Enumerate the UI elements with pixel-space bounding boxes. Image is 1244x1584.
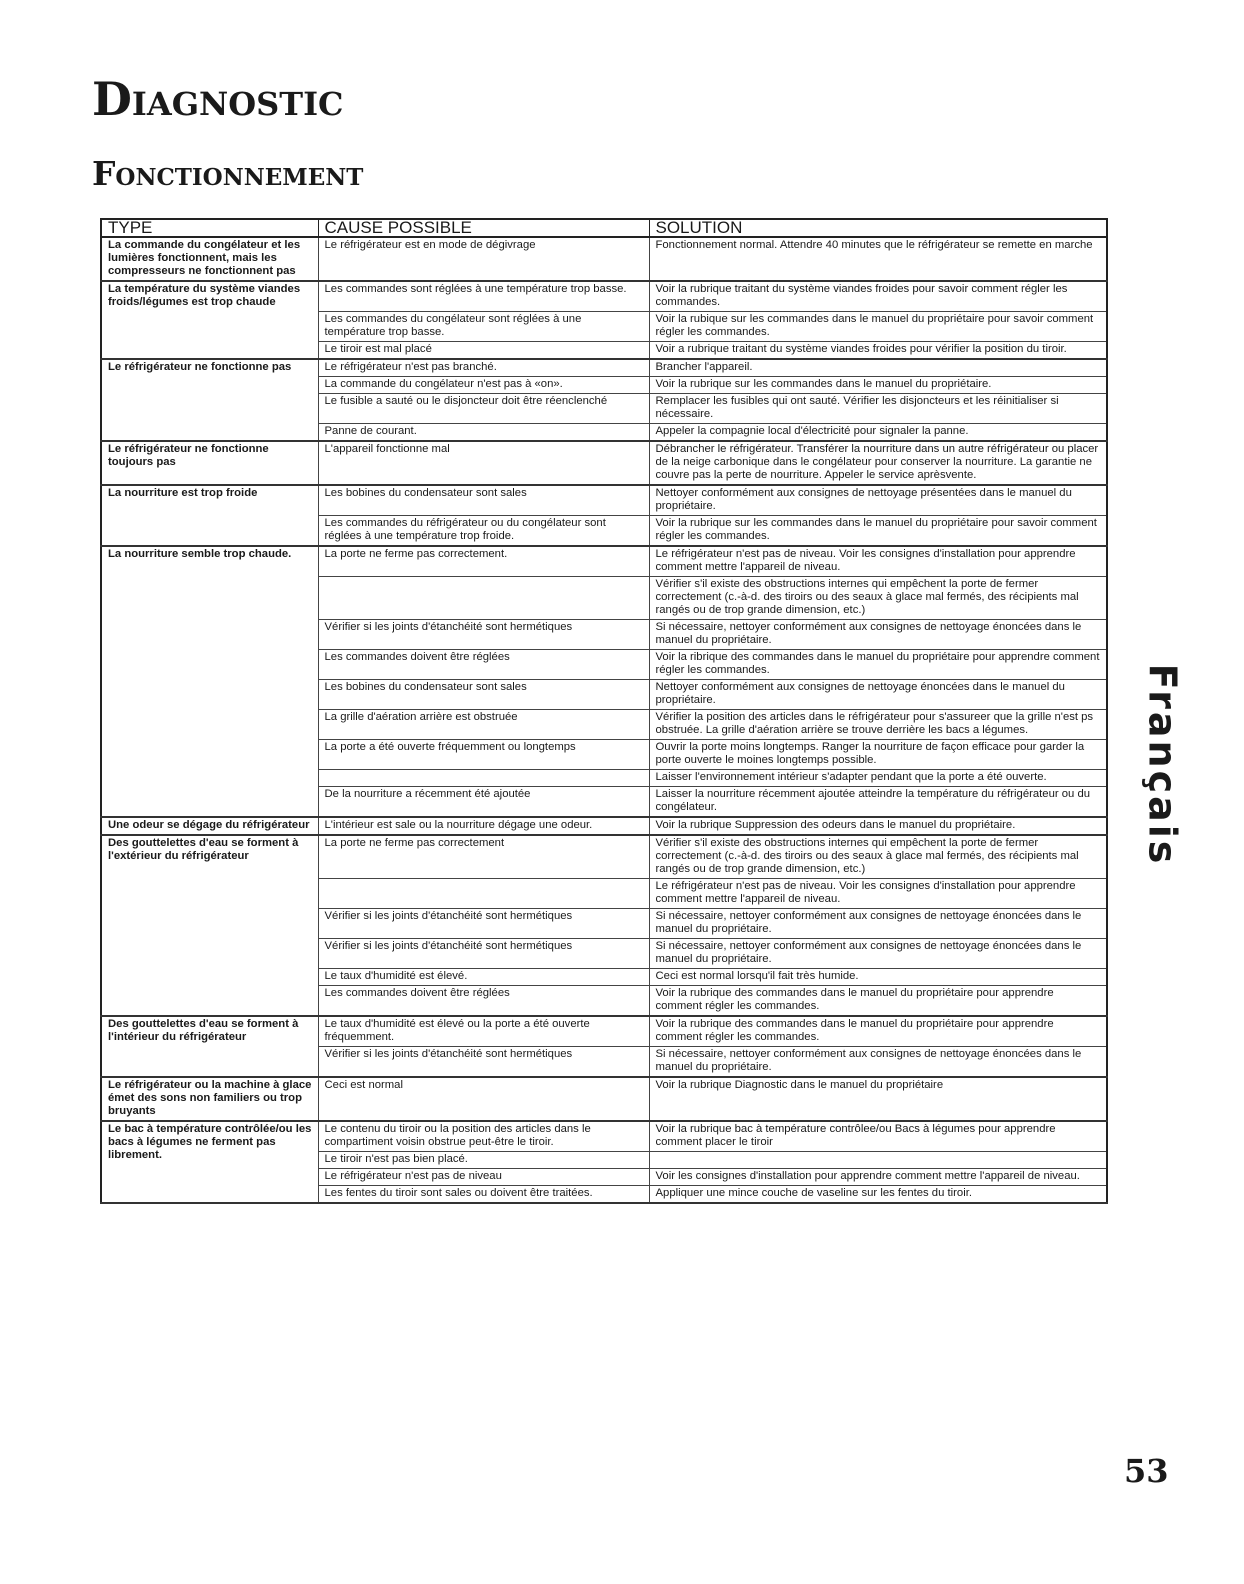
diagnostic-table	[100, 218, 1108, 1204]
solution-cell: Voir la rubrique bac à température contrôlee/ou Bacs à légumes pour apprendre comment placer le tiroir	[649, 1121, 1107, 1152]
possible-cause-cell: Le fusible a sauté ou le disjoncteur doit être réenclenché	[318, 394, 649, 424]
solution-cell: Si nécessaire, nettoyer conformément aux consignes de nettoyage énoncées dans le manuel du propriétaire.	[649, 1047, 1107, 1078]
solution-cell: Voir la rubrique Suppression des odeurs dans le manuel du propriétaire.	[649, 817, 1107, 835]
solution-cell: Si nécessaire, nettoyer conformément aux consignes de nettoyage énoncées dans le manuel du propriétaire.	[649, 909, 1107, 939]
possible-cause-cell: Le réfrigérateur n'est pas branché.	[318, 359, 649, 377]
language-label: Français	[1140, 663, 1184, 867]
possible-cause-cell: L'intérieur est sale ou la nourriture dégage une odeur.	[318, 817, 649, 835]
possible-cause-cell: La grille d'aération arrière est obstruée	[318, 710, 649, 740]
possible-cause-cell	[318, 879, 649, 909]
problem-type-cell: Le réfrigérateur ou la machine à glace émet des sons non familiers ou trop bruyants	[101, 1077, 318, 1121]
solution-cell: Nettoyer conformément aux consignes de nettoyage énoncées dans le manuel du propriétaire.	[649, 680, 1107, 710]
problem-type-cell: La commande du congélateur et les lumières fonctionnent, mais les compresseurs ne fonctionnent pas	[101, 237, 318, 281]
possible-cause-cell: Vérifier si les joints d'étanchéité sont hermétiques	[318, 939, 649, 969]
possible-cause-cell: Le taux d'humidité est élevé.	[318, 969, 649, 986]
table-row	[101, 281, 1107, 312]
possible-cause-cell: Le taux d'humidité est élevé ou la porte a été ouverte fréquemment.	[318, 1016, 649, 1047]
solution-cell: Vérifier s'il existe des obstructions internes qui empêchent la porte de fermer correctement (c.-à-d. des tiroirs ou des seaux à glace mal fermés, des récipients mal rangés ou de trop grande dimension, etc.)	[649, 835, 1107, 879]
solution-cell: Laisser l'environnement intérieur s'adapter pendant que la porte a été ouverte.	[649, 770, 1107, 787]
solution-cell: Laisser la nourriture récemment ajoutée atteindre la température du réfrigérateur ou du congélateur.	[649, 787, 1107, 818]
solution-cell: Ceci est normal lorsqu'il fait très humide.	[649, 969, 1107, 986]
solution-cell: Appeler la compagnie local d'électricité pour signaler la panne.	[649, 424, 1107, 442]
problem-type-cell: La nourriture semble trop chaude.	[101, 546, 318, 817]
table-row	[101, 1121, 1107, 1152]
page-title: Diagnostic	[92, 72, 344, 126]
solution-cell: Voir les consignes d'installation pour apprendre comment mettre l'appareil de niveau.	[649, 1169, 1107, 1186]
solution-cell: Voir la rubrique des commandes dans le manuel du propriétaire pour apprendre comment régler les commandes.	[649, 986, 1107, 1017]
solution-cell: Voir la ribrique des commandes dans le manuel du propriétaire pour apprendre comment régler les commandes.	[649, 650, 1107, 680]
possible-cause-cell: Les commandes sont réglées à une température trop basse.	[318, 281, 649, 312]
section-subtitle: Fonctionnement	[92, 154, 364, 193]
problem-type-cell: La nourriture est trop froide	[101, 485, 318, 546]
possible-cause-cell: Vérifier si les joints d'étanchéité sont hermétiques	[318, 1047, 649, 1078]
possible-cause-cell: La commande du congélateur n'est pas à «on».	[318, 377, 649, 394]
language-tab	[1132, 650, 1192, 880]
table-row	[101, 546, 1107, 577]
solution-cell: Vérifier la position des articles dans le réfrigérateur pour s'assureer que la grille n'est ps obstruée. La grille d'aération arrière se trouve derrière les bacs a légumes.	[649, 710, 1107, 740]
solution-cell	[649, 1152, 1107, 1169]
problem-type-cell: Des gouttelettes d'eau se forment à l'intérieur du réfrigérateur	[101, 1016, 318, 1077]
problem-type-cell: Le réfrigérateur ne fonctionne toujours pas	[101, 441, 318, 485]
solution-cell: Voir la rubrique des commandes dans le manuel du propriétaire pour apprendre comment régler les commandes.	[649, 1016, 1107, 1047]
solution-cell: Le réfrigérateur n'est pas de niveau. Voir les consignes d'installation pour apprendre comment mettre l'appareil de niveau.	[649, 546, 1107, 577]
possible-cause-cell: Panne de courant.	[318, 424, 649, 442]
possible-cause-cell: Les bobines du condensateur sont sales	[318, 485, 649, 516]
problem-type-cell: Une odeur se dégage du réfrigérateur	[101, 817, 318, 835]
header-type: TYPE	[101, 219, 318, 237]
possible-cause-cell: Les commandes du congélateur sont réglées à une température trop basse.	[318, 312, 649, 342]
solution-cell: Voir la rubrique Diagnostic dans le manuel du propriétaire	[649, 1077, 1107, 1121]
solution-cell: Le réfrigérateur n'est pas de niveau. Voir les consignes d'installation pour apprendre comment mettre l'appareil de niveau.	[649, 879, 1107, 909]
problem-type-cell: Le réfrigérateur ne fonctionne pas	[101, 359, 318, 441]
solution-cell: Voir la rubique sur les commandes dans le manuel du propriétaire pour savoir comment régler les commandes.	[649, 312, 1107, 342]
solution-cell: Débrancher le réfrigérateur. Transférer la nourriture dans un autre réfrigérateur ou placer de la neige carbonique dans le congélateur pour conserver la nourriture. La garantie ne couvre pas la perte de nourriture. Appeler le service aprèsvente.	[649, 441, 1107, 485]
page-number: 53	[1124, 1452, 1169, 1490]
table-row	[101, 1016, 1107, 1047]
possible-cause-cell: Vérifier si les joints d'étanchéité sont hermétiques	[318, 620, 649, 650]
solution-cell: Voir la rubrique traitant du système viandes froides pour savoir comment régler les commandes.	[649, 281, 1107, 312]
table-row	[101, 485, 1107, 516]
table-row	[101, 441, 1107, 485]
solution-cell: Nettoyer conformément aux consignes de nettoyage présentées dans le manuel du propriétaire.	[649, 485, 1107, 516]
table-header-row	[101, 219, 1107, 237]
table-body	[101, 237, 1107, 1203]
header-cause: CAUSE POSSIBLE	[318, 219, 649, 237]
solution-cell: Si nécessaire, nettoyer conformément aux consignes de nettoyage énoncées dans le manuel du propriétaire.	[649, 620, 1107, 650]
possible-cause-cell: L'appareil fonctionne mal	[318, 441, 649, 485]
possible-cause-cell: Vérifier si les joints d'étanchéité sont hermétiques	[318, 909, 649, 939]
possible-cause-cell: Ceci est normal	[318, 1077, 649, 1121]
table-row	[101, 359, 1107, 377]
possible-cause-cell: La porte ne ferme pas correctement.	[318, 546, 649, 577]
possible-cause-cell: La porte a été ouverte fréquemment ou longtemps	[318, 740, 649, 770]
solution-cell: Fonctionnement normal. Attendre 40 minutes que le réfrigérateur se remette en marche	[649, 237, 1107, 281]
problem-type-cell: Le bac à température contrôlée/ou les bacs à légumes ne ferment pas librement.	[101, 1121, 318, 1203]
possible-cause-cell: Les fentes du tiroir sont sales ou doivent être traitées.	[318, 1186, 649, 1204]
solution-cell: Brancher l'appareil.	[649, 359, 1107, 377]
solution-cell: Voir a rubrique traitant du système viandes froides pour vérifier la position du tiroir.	[649, 342, 1107, 360]
possible-cause-cell: De la nourriture a récemment été ajoutée	[318, 787, 649, 818]
table-row	[101, 817, 1107, 835]
solution-cell: Ouvrir la porte moins longtemps. Ranger la nourriture de façon efficace pour garder la porte ouverte le moines longtemps possible.	[649, 740, 1107, 770]
possible-cause-cell: Les bobines du condensateur sont sales	[318, 680, 649, 710]
possible-cause-cell: Les commandes doivent être réglées	[318, 650, 649, 680]
possible-cause-cell: Les commandes doivent être réglées	[318, 986, 649, 1017]
solution-cell: Voir la rubrique sur les commandes dans le manuel du propriétaire pour savoir comment régler les commandes.	[649, 516, 1107, 547]
possible-cause-cell: Le tiroir n'est pas bien placé.	[318, 1152, 649, 1169]
possible-cause-cell	[318, 577, 649, 620]
solution-cell: Voir la rubrique sur les commandes dans le manuel du propriétaire.	[649, 377, 1107, 394]
problem-type-cell: Des gouttelettes d'eau se forment à l'extérieur du réfrigérateur	[101, 835, 318, 1016]
solution-cell: Remplacer les fusibles qui ont sauté. Vérifier les disjoncteurs et les réinitialiser si nécessaire.	[649, 394, 1107, 424]
solution-cell: Si nécessaire, nettoyer conformément aux consignes de nettoyage énoncées dans le manuel du propriétaire.	[649, 939, 1107, 969]
table-row	[101, 1077, 1107, 1121]
header-solution: SOLUTION	[649, 219, 1107, 237]
table-row	[101, 237, 1107, 281]
solution-cell: Appliquer une mince couche de vaseline sur les fentes du tiroir.	[649, 1186, 1107, 1204]
possible-cause-cell: Le réfrigérateur n'est pas de niveau	[318, 1169, 649, 1186]
possible-cause-cell: Le tiroir est mal placé	[318, 342, 649, 360]
possible-cause-cell: Le contenu du tiroir ou la position des articles dans le compartiment voisin obstrue peut-être le tiroir.	[318, 1121, 649, 1152]
possible-cause-cell	[318, 770, 649, 787]
possible-cause-cell: La porte ne ferme pas correctement	[318, 835, 649, 879]
table-row	[101, 835, 1107, 879]
possible-cause-cell: Les commandes du réfrigérateur ou du congélateur sont réglées à une température trop froide.	[318, 516, 649, 547]
problem-type-cell: La température du système viandes froids/légumes est trop chaude	[101, 281, 318, 359]
solution-cell: Vérifier s'il existe des obstructions internes qui empêchent la porte de fermer correctement (c.-à-d. des tiroirs ou des seaux à glace mal fermés, des récipients mal rangés ou de trop grande dimension, etc.)	[649, 577, 1107, 620]
possible-cause-cell: Le réfrigérateur est en mode de dégivrage	[318, 237, 649, 281]
